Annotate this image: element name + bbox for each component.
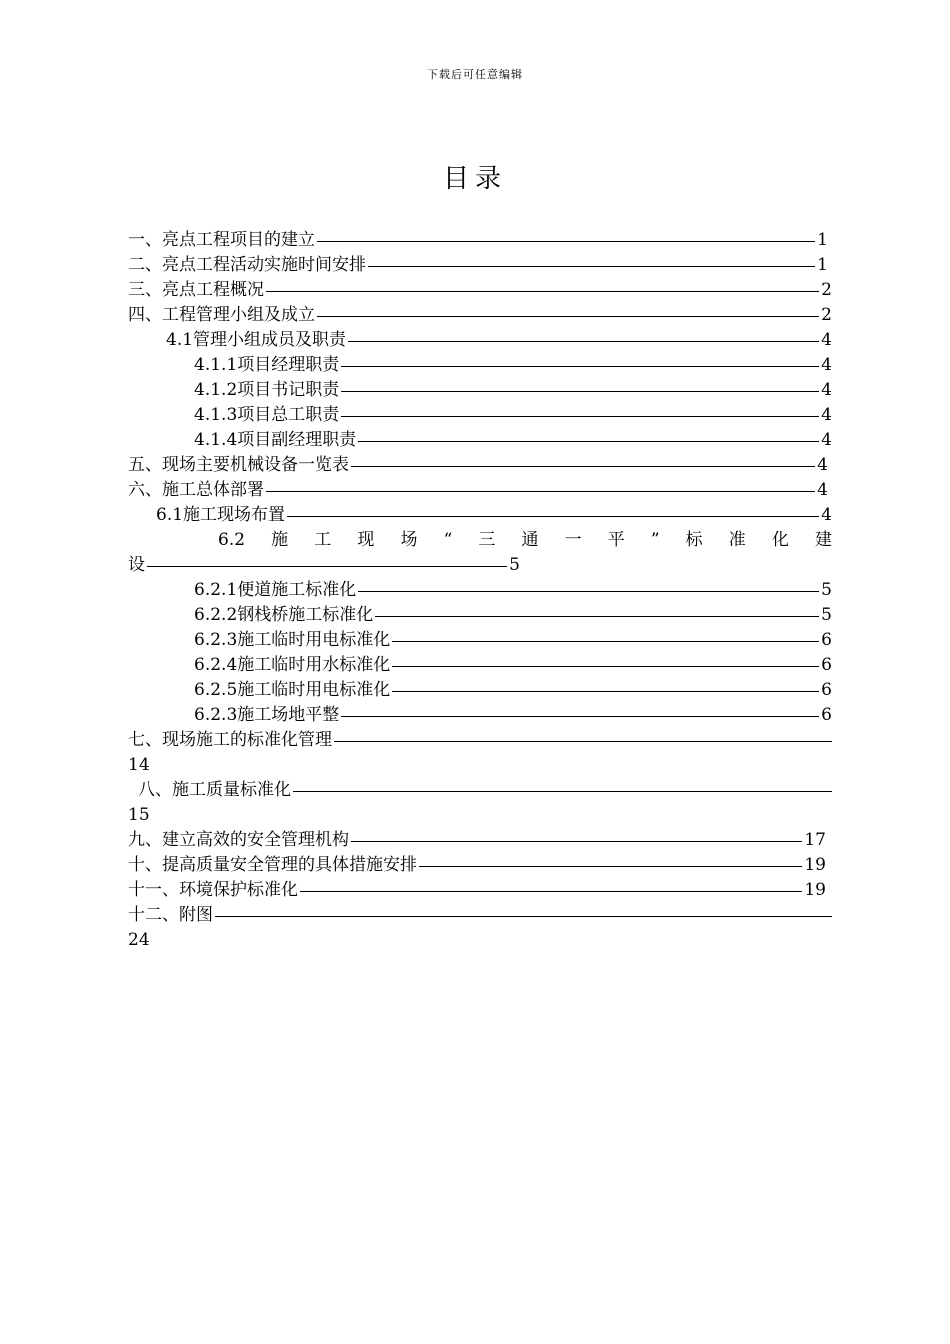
toc-leader <box>392 641 819 642</box>
toc-label: 6.2.1便道施工标准化 <box>194 580 357 600</box>
toc-entry-continuation[interactable] <box>128 553 520 577</box>
toc-entry[interactable] <box>194 678 832 702</box>
toc-entry[interactable] <box>138 778 832 802</box>
toc-leader <box>215 916 832 917</box>
toc-label: 4.1.4项目副经理职责 <box>194 430 357 450</box>
page-header: 下载后可任意编辑 <box>427 68 523 81</box>
toc-entry[interactable] <box>128 878 826 902</box>
toc-page: 2 <box>821 305 832 325</box>
toc-label-part: 三 <box>478 530 496 550</box>
toc-page: 4 <box>817 480 828 500</box>
toc-label-part: ” <box>650 530 660 550</box>
toc-entry[interactable] <box>128 253 828 277</box>
toc-label-part: 施 <box>271 530 289 550</box>
toc-leader <box>351 841 802 842</box>
toc-label: 6.2.5施工临时用电标准化 <box>194 680 391 700</box>
toc-leader <box>351 466 815 467</box>
toc-entry[interactable] <box>166 328 832 352</box>
toc-page: 5 <box>821 605 832 625</box>
toc-label: 6.2.2钢栈桥施工标准化 <box>194 605 374 625</box>
toc-page: 14 <box>128 755 150 775</box>
toc-entry[interactable] <box>194 628 832 652</box>
toc-page: 6 <box>821 655 832 675</box>
page-title: 目录 <box>442 164 507 194</box>
toc-label: 十二、附图 <box>128 905 213 925</box>
toc-leader <box>358 441 819 442</box>
toc-label: 十、提高质量安全管理的具体措施安排 <box>128 855 417 875</box>
toc-leader <box>266 491 815 492</box>
toc-entry[interactable] <box>128 728 832 752</box>
toc-page: 19 <box>804 880 826 900</box>
toc-page: 24 <box>128 930 150 950</box>
toc-label: 4.1管理小组成员及职责 <box>166 330 347 350</box>
toc-leader <box>287 516 819 517</box>
toc-label-part: 现 <box>357 530 375 550</box>
toc-label-part: 工 <box>314 530 332 550</box>
toc-page: 4 <box>821 430 832 450</box>
toc-leader <box>341 716 819 717</box>
toc-label-part: 场 <box>400 530 418 550</box>
toc-page: 5 <box>509 555 520 575</box>
toc-leader <box>392 691 819 692</box>
toc-label: 六、施工总体部署 <box>128 480 264 500</box>
toc-label: 一、亮点工程项目的建立 <box>128 230 315 250</box>
toc-label: 三、亮点工程概况 <box>128 280 264 300</box>
toc-label-part: “ <box>443 530 453 550</box>
toc-entry[interactable] <box>128 453 828 477</box>
toc-entry[interactable] <box>156 503 832 527</box>
toc-page: 19 <box>804 855 826 875</box>
toc-label: 八、施工质量标准化 <box>138 780 291 800</box>
toc-label: 6.2.4施工临时用水标准化 <box>194 655 391 675</box>
toc-entry[interactable] <box>194 428 832 452</box>
toc-page: 6 <box>821 680 832 700</box>
toc-entry[interactable] <box>128 278 832 302</box>
toc-label: 十一、环境保护标准化 <box>128 880 298 900</box>
toc-leader <box>419 866 802 867</box>
toc-label: 设 <box>128 555 145 575</box>
toc-label-part: 平 <box>607 530 625 550</box>
toc-label: 6.2.3施工场地平整 <box>194 705 340 725</box>
toc-leader <box>341 416 819 417</box>
toc-label: 4.1.1项目经理职责 <box>194 355 340 375</box>
toc-leader <box>375 616 819 617</box>
toc-page: 1 <box>817 230 828 250</box>
toc-entry[interactable] <box>128 478 828 502</box>
toc-page: 5 <box>821 580 832 600</box>
toc-label: 九、建立高效的安全管理机构 <box>128 830 349 850</box>
toc-leader <box>368 266 815 267</box>
toc-page: 2 <box>821 280 832 300</box>
toc-label: 6.2.3施工临时用电标准化 <box>194 630 391 650</box>
toc-leader <box>334 741 832 742</box>
toc-page: 4 <box>821 505 832 525</box>
toc-page: 1 <box>817 255 828 275</box>
toc-page: 15 <box>128 805 150 825</box>
toc-leader <box>317 241 815 242</box>
toc-entry[interactable] <box>194 703 832 727</box>
toc-label-part: 建 <box>814 530 832 550</box>
toc-leader <box>317 316 819 317</box>
toc-page: 4 <box>817 455 828 475</box>
toc-entry[interactable] <box>194 603 832 627</box>
toc-entry[interactable] <box>128 903 832 927</box>
toc-label-part: 准 <box>728 530 746 550</box>
toc-leader <box>300 891 802 892</box>
toc-entry[interactable] <box>128 853 826 877</box>
toc-page: 4 <box>821 330 832 350</box>
toc-leader <box>341 391 819 392</box>
toc-entry[interactable] <box>194 578 832 602</box>
toc-label: 七、现场施工的标准化管理 <box>128 730 332 750</box>
toc-label: 4.1.2项目书记职责 <box>194 380 340 400</box>
toc-entry[interactable] <box>194 378 832 402</box>
toc-label-part: 通 <box>521 530 539 550</box>
toc-entry[interactable] <box>128 303 832 327</box>
toc-leader <box>293 791 832 792</box>
toc-label: 五、现场主要机械设备一览表 <box>128 455 349 475</box>
toc-entry[interactable] <box>194 353 832 377</box>
toc-leader <box>341 366 819 367</box>
toc-leader <box>147 566 507 567</box>
toc-page: 17 <box>804 830 826 850</box>
toc-label-part: 6.2 <box>218 530 246 550</box>
toc-label-part: 标 <box>685 530 703 550</box>
toc-label-part: 一 <box>564 530 582 550</box>
toc-page: 4 <box>821 380 832 400</box>
toc-entry[interactable] <box>194 653 832 677</box>
toc-leader <box>348 341 819 342</box>
toc-leader <box>392 666 819 667</box>
toc-label: 四、工程管理小组及成立 <box>128 305 315 325</box>
toc-entry-justified[interactable] <box>218 528 832 552</box>
toc-page: 6 <box>821 630 832 650</box>
toc-entry[interactable] <box>128 828 826 852</box>
toc-entry[interactable] <box>128 228 828 252</box>
toc-page: 4 <box>821 355 832 375</box>
toc-leader <box>266 291 819 292</box>
toc-label: 6.1施工现场布置 <box>156 505 286 525</box>
toc-leader <box>358 591 819 592</box>
toc-page: 6 <box>821 705 832 725</box>
toc-label: 二、亮点工程活动实施时间安排 <box>128 255 366 275</box>
toc-label-part: 化 <box>771 530 789 550</box>
toc-entry[interactable] <box>194 403 832 427</box>
toc-page: 4 <box>821 405 832 425</box>
toc-label: 4.1.3项目总工职责 <box>194 405 340 425</box>
